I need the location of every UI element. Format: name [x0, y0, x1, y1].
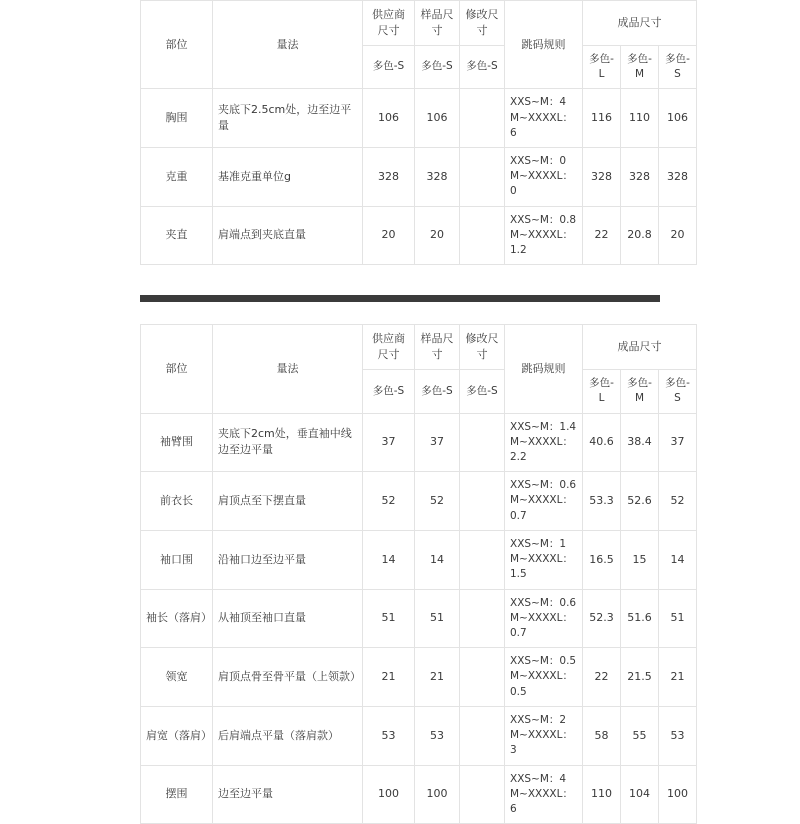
cell-modify [460, 765, 505, 824]
grade-rule-line: M~XXXXL：0.7 [510, 611, 573, 639]
header-modify-size: 修改尺寸 [460, 325, 505, 370]
header-part: 部位 [141, 325, 213, 413]
header-sub-fin-m: 多色-M [621, 370, 659, 413]
cell-fin-m: 104 [621, 765, 659, 824]
table-header [141, 325, 697, 413]
cell-method: 肩顶点骨至骨平量（上领款） [213, 648, 363, 707]
cell-sample: 21 [415, 648, 460, 707]
table-row [141, 648, 697, 707]
cell-method: 夹底下2.5cm处，边至边平量 [213, 89, 363, 148]
cell-sample: 14 [415, 530, 460, 589]
grade-rule-line: XXS~M：0.6 [510, 596, 577, 609]
section-divider-bar [140, 295, 660, 302]
table-header [141, 1, 697, 89]
cell-fin-m: 55 [621, 706, 659, 765]
grade-rule-line: XXS~M：1.4 [510, 420, 577, 433]
cell-fin-l: 53.3 [583, 472, 621, 531]
header-sub-fin-s: 多色-S [659, 45, 697, 88]
cell-fin-s: 328 [659, 147, 697, 206]
cell-fin-m: 51.6 [621, 589, 659, 648]
header-sub-supplier: 多色-S [363, 370, 415, 413]
cell-fin-s: 106 [659, 89, 697, 148]
table-row [141, 147, 697, 206]
cell-method: 边至边平量 [213, 765, 363, 824]
cell-fin-l: 58 [583, 706, 621, 765]
header-row-main [141, 1, 697, 46]
grade-rule-line: XXS~M：0.6 [510, 479, 577, 492]
header-finished-size: 成品尺寸 [583, 325, 697, 370]
cell-grade-rule [505, 89, 583, 148]
cell-part: 袖口围 [141, 530, 213, 589]
cell-sample: 37 [415, 413, 460, 472]
cell-fin-s: 14 [659, 530, 697, 589]
cell-sample: 51 [415, 589, 460, 648]
cell-method: 肩顶点至下摆直量 [213, 472, 363, 531]
cell-modify [460, 89, 505, 148]
cell-modify [460, 706, 505, 765]
header-sub-fin-l: 多色-L [583, 45, 621, 88]
cell-modify [460, 206, 505, 265]
header-sub-fin-l: 多色-L [583, 370, 621, 413]
cell-supplier: 52 [363, 472, 415, 531]
grade-rule-line: XXS~M：4 [510, 96, 567, 109]
cell-fin-m: 15 [621, 530, 659, 589]
cell-fin-l: 110 [583, 765, 621, 824]
grade-rule-line: M~XXXXL：1.5 [510, 553, 573, 581]
cell-part: 克重 [141, 147, 213, 206]
grade-rule-line: M~XXXXL：0.7 [510, 494, 573, 522]
cell-fin-s: 100 [659, 765, 697, 824]
cell-modify [460, 589, 505, 648]
cell-supplier: 51 [363, 589, 415, 648]
cell-fin-m: 38.4 [621, 413, 659, 472]
table-row [141, 765, 697, 824]
cell-fin-m: 328 [621, 147, 659, 206]
cell-part: 袖长（落肩） [141, 589, 213, 648]
grade-rule-line: M~XXXXL：1.2 [510, 228, 573, 257]
grade-rule-line: M~XXXXL：6 [510, 787, 573, 815]
cell-supplier: 328 [363, 147, 415, 206]
header-sub-modify: 多色-S [460, 45, 505, 88]
cell-fin-s: 37 [659, 413, 697, 472]
table-row [141, 472, 697, 531]
spec-table-2-wrapper [140, 324, 690, 824]
header-method: 量法 [213, 1, 363, 89]
header-sub-fin-m: 多色-M [621, 45, 659, 88]
cell-method: 夹底下2cm处，垂直袖中线边至边平量 [213, 413, 363, 472]
cell-grade-rule [505, 472, 583, 531]
cell-fin-l: 22 [583, 206, 621, 265]
cell-grade-rule [505, 706, 583, 765]
header-modify-size: 修改尺寸 [460, 1, 505, 46]
header-finished-size: 成品尺寸 [583, 1, 697, 46]
header-method: 量法 [213, 325, 363, 413]
cell-fin-s: 21 [659, 648, 697, 707]
cell-part: 夹直 [141, 206, 213, 265]
spec-table-1-wrapper [140, 0, 690, 265]
cell-part: 领宽 [141, 648, 213, 707]
cell-part: 肩宽（落肩） [141, 706, 213, 765]
header-grade-rule: 跳码规则 [505, 325, 583, 413]
grade-rule-line: XXS~M：2 [510, 713, 567, 726]
cell-sample: 100 [415, 765, 460, 824]
header-sample-size: 样品尺寸 [415, 1, 460, 46]
header-supplier-size: 供应商尺寸 [363, 325, 415, 370]
cell-supplier: 21 [363, 648, 415, 707]
cell-fin-s: 52 [659, 472, 697, 531]
cell-fin-l: 116 [583, 89, 621, 148]
cell-modify [460, 648, 505, 707]
cell-grade-rule [505, 589, 583, 648]
grade-rule-line: M~XXXXL：3 [510, 729, 573, 757]
cell-modify [460, 472, 505, 531]
cell-supplier: 37 [363, 413, 415, 472]
cell-grade-rule [505, 648, 583, 707]
header-sub-fin-s: 多色-S [659, 370, 697, 413]
grade-rule-line: XXS~M：4 [510, 772, 567, 785]
cell-fin-l: 40.6 [583, 413, 621, 472]
header-sample-size: 样品尺寸 [415, 325, 460, 370]
cell-method: 从袖顶至袖口直量 [213, 589, 363, 648]
cell-fin-s: 53 [659, 706, 697, 765]
grade-rule-line: XXS~M：1 [510, 537, 567, 550]
cell-sample: 20 [415, 206, 460, 265]
cell-fin-m: 110 [621, 89, 659, 148]
table-body-2 [141, 413, 697, 824]
cell-supplier: 100 [363, 765, 415, 824]
table-row [141, 206, 697, 265]
table-row [141, 530, 697, 589]
grade-rule-line: M~XXXXL：0.5 [510, 670, 573, 698]
table-row [141, 706, 697, 765]
table-row [141, 589, 697, 648]
cell-fin-m: 52.6 [621, 472, 659, 531]
cell-fin-m: 20.8 [621, 206, 659, 265]
cell-sample: 52 [415, 472, 460, 531]
cell-part: 袖臂围 [141, 413, 213, 472]
cell-grade-rule [505, 206, 583, 265]
cell-supplier: 53 [363, 706, 415, 765]
grade-rule-line: XXS~M：0.8 [510, 213, 577, 226]
cell-part: 胸围 [141, 89, 213, 148]
header-supplier-size: 供应商尺寸 [363, 1, 415, 46]
cell-fin-l: 52.3 [583, 589, 621, 648]
grade-rule-line: M~XXXXL：2.2 [510, 435, 573, 464]
spec-table-1 [140, 0, 697, 265]
cell-grade-rule [505, 413, 583, 472]
header-part: 部位 [141, 1, 213, 89]
header-sub-modify: 多色-S [460, 370, 505, 413]
header-sub-sample: 多色-S [415, 370, 460, 413]
header-sub-supplier: 多色-S [363, 45, 415, 88]
cell-method: 肩端点到夹底直量 [213, 206, 363, 265]
cell-sample: 53 [415, 706, 460, 765]
cell-fin-l: 16.5 [583, 530, 621, 589]
cell-grade-rule [505, 765, 583, 824]
table-row [141, 413, 697, 472]
cell-method: 后肩端点平量（落肩款） [213, 706, 363, 765]
cell-grade-rule [505, 530, 583, 589]
cell-supplier: 106 [363, 89, 415, 148]
cell-modify [460, 147, 505, 206]
cell-method: 基准克重单位g [213, 147, 363, 206]
grade-rule-line: XXS~M：0.5 [510, 655, 577, 668]
header-row-main [141, 325, 697, 370]
cell-part: 摆围 [141, 765, 213, 824]
cell-supplier: 20 [363, 206, 415, 265]
table-row [141, 89, 697, 148]
cell-fin-l: 328 [583, 147, 621, 206]
cell-modify [460, 530, 505, 589]
cell-supplier: 14 [363, 530, 415, 589]
cell-part: 前衣长 [141, 472, 213, 531]
cell-fin-s: 51 [659, 589, 697, 648]
table-body-1 [141, 89, 697, 265]
grade-rule-line: M~XXXXL：6 [510, 111, 573, 139]
cell-modify [460, 413, 505, 472]
grade-rule-line: M~XXXXL：0 [510, 170, 573, 198]
cell-sample: 328 [415, 147, 460, 206]
grade-rule-line: XXS~M：0 [510, 154, 567, 167]
cell-fin-l: 22 [583, 648, 621, 707]
cell-fin-m: 21.5 [621, 648, 659, 707]
header-sub-sample: 多色-S [415, 45, 460, 88]
cell-fin-s: 20 [659, 206, 697, 265]
spec-table-2 [140, 324, 697, 824]
cell-method: 沿袖口边至边平量 [213, 530, 363, 589]
cell-grade-rule [505, 147, 583, 206]
cell-sample: 106 [415, 89, 460, 148]
header-grade-rule: 跳码规则 [505, 1, 583, 89]
